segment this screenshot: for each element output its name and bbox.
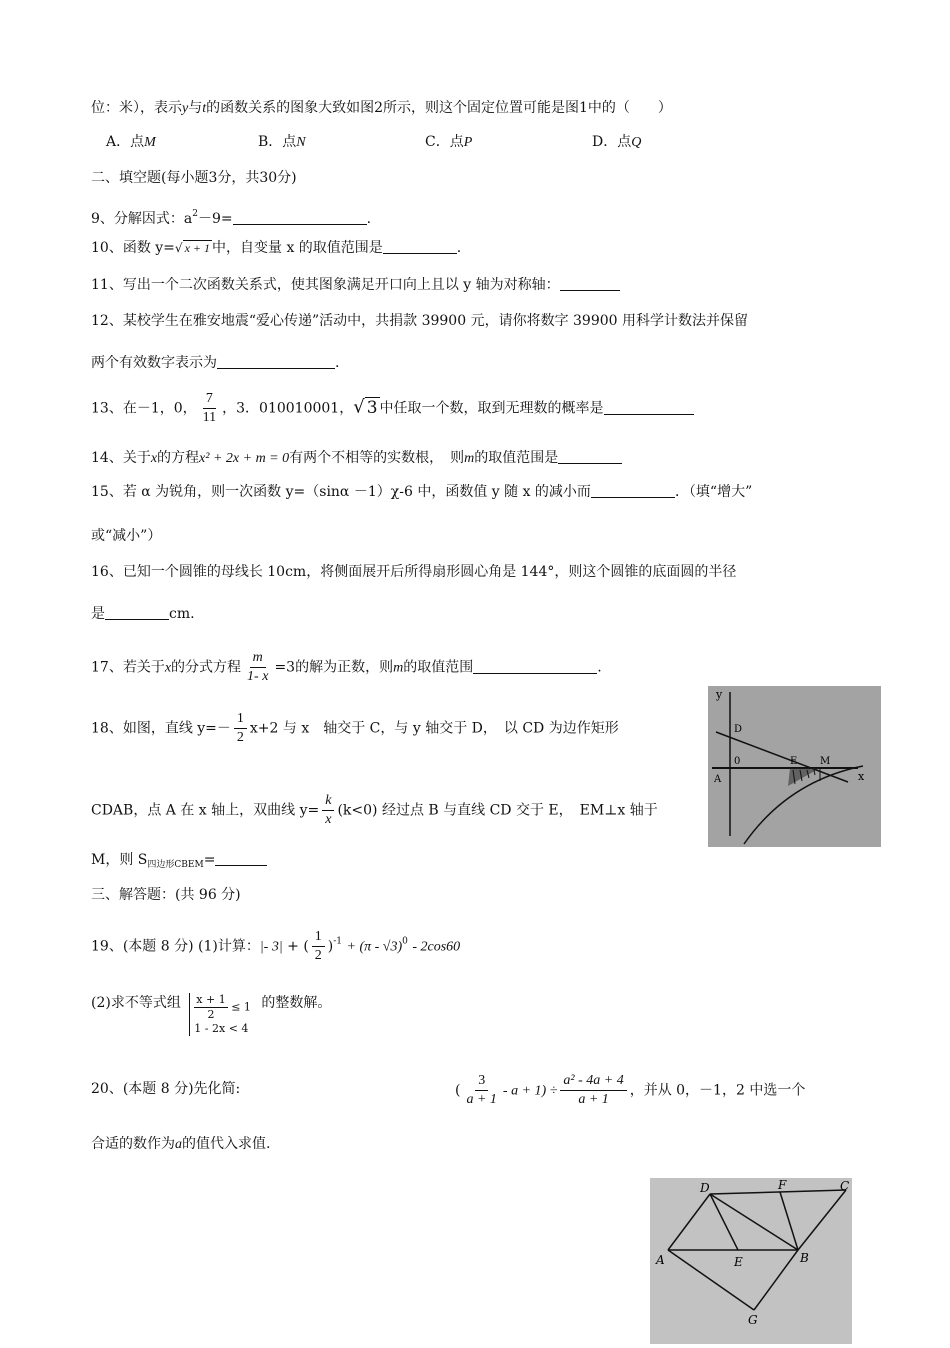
question-19-part1: 19、(本题 8 分) (1)计算：|- 3| + ( $\frac{1}{2}$ )$^{-1}$ + (π - √3)$^0$ - 2cos60 <box>91 929 461 963</box>
var-y: y <box>182 101 189 116</box>
question-14: 14、关于x的方程x² + 2x + m = 0有两个不相等的实数根， 则m的取值范围是 <box>91 448 622 469</box>
inequality-system: $\frac{x + 1}{2}$ ≤ 1 1 - 2x < 4 <box>189 993 251 1036</box>
segment-fb <box>780 1192 798 1250</box>
answer-blank[interactable] <box>215 850 267 866</box>
q8-tail-line: 位：米），表示y与t的函数关系的图象大致如图2所示，则这个固定位置可能是图1中的（ ） <box>91 100 672 116</box>
question-16-line2: 是 cm. <box>91 606 195 622</box>
label-o: 0 <box>734 756 741 767</box>
answer-blank[interactable] <box>591 482 675 498</box>
question-17: 17、若关于x的分式方程 $\frac{m}{1- x}$ =3的解为正数，则m的取值范围 . <box>91 650 602 684</box>
section-3-title: 三、解答题：(共 96 分) <box>91 887 241 903</box>
label-d: D <box>700 1181 710 1195</box>
answer-blank[interactable] <box>560 275 620 291</box>
question-11: 11、写出一个二次函数关系式，使其图象满足开口向上且以 y 轴为对称轴： <box>91 275 620 295</box>
section-2-title: 二、填空题(每小题3分，共30分) <box>91 170 297 186</box>
question-10: 10、函数 y=√ x + 1 中，自变量 x 的取值范围是 . <box>91 240 462 256</box>
answer-blank[interactable] <box>105 604 169 620</box>
label-m: M <box>820 756 831 767</box>
figure-geometry <box>650 1178 852 1344</box>
label-a: A <box>656 1253 665 1267</box>
var-t: t <box>202 101 207 116</box>
answer-blank[interactable] <box>217 353 335 369</box>
answer-blank[interactable] <box>383 238 457 254</box>
option-b: B．点N <box>258 134 306 150</box>
label-a: A <box>714 774 722 785</box>
option-d: D．点Q <box>592 134 642 150</box>
label-x: x <box>858 770 865 783</box>
label-d: D <box>734 724 743 735</box>
segment-cb <box>798 1190 846 1250</box>
question-15-line1: 15、若 α 为锐角，则一次函数 y=（sinα －1）χ-6 中，函数值 y 随 x 的减小而 ．（填“增大” <box>91 484 753 500</box>
label-e: E <box>734 1255 743 1269</box>
graph-svg <box>708 686 881 847</box>
geometry-svg <box>650 1178 852 1344</box>
answer-blank[interactable] <box>233 209 367 225</box>
segment-da <box>668 1194 710 1250</box>
label-f: F <box>778 1178 787 1192</box>
question-15-line2: 或“减小”） <box>91 528 162 544</box>
question-19-part2: (2)求不等式组 $\frac{x + 1}{2}$ ≤ 1 1 - 2x < 4 的整数解。 <box>91 993 332 1035</box>
label-g: G <box>748 1313 758 1327</box>
label-e: E <box>790 756 798 767</box>
option-a: A．点M <box>106 134 156 150</box>
question-16-line1: 16、已知一个圆锥的母线长 10cm，将侧面展开后所得扇形圆心角是 144°，则这个圆锥的底面圆的半径 <box>91 564 737 580</box>
segment-gb <box>754 1250 798 1310</box>
question-18-line1: 18、如图，直线 y=－ $\frac{1}{2}$ x+2 与 x 轴交于 C，与 y 轴交于 D， 以 CD 为边作矩形 <box>91 711 619 745</box>
question-9: 9、分解因式：$a^2-9=$ . <box>91 209 372 227</box>
answer-blank[interactable] <box>558 448 622 464</box>
question-13: 13、在－1，0， $\frac{7}{11}$ ，3．010010001，√ 3 中任取一个数，取到无理数的概率是 <box>91 390 694 427</box>
question-18-line2: CDAB，点 A 在 x 轴上，双曲线 y= $\frac{k}{x}$ (k<0) 经过点 B 与直线 CD 交于 E， EM⊥x 轴于 <box>91 793 658 827</box>
hyperbola-curve <box>744 766 863 844</box>
figure-hyperbola-graph <box>708 686 881 847</box>
answer-blank[interactable] <box>473 658 597 674</box>
answer-blank[interactable] <box>604 399 694 415</box>
label-b: B <box>800 1251 809 1265</box>
question-12-line1: 12、某校学生在雅安地震“爱心传递”活动中，共捐款 39900 元，请你将数字 39900 用科学计数法并保留 <box>91 313 748 329</box>
question-20-expression: ( $\frac{3}{a + 1}$ - a + 1) ÷ $\frac{\text{a² - 4a + 4}}{a + 1}$ ，并从 0，－1，2 中选一个 <box>455 1073 806 1107</box>
question-18-line3: M，则 $S_{四边形CBEM}=$ <box>91 850 267 875</box>
label-y: y <box>716 688 723 701</box>
label-c: C <box>840 1179 850 1193</box>
question-20-line2: 合适的数作为a的值代入求值. <box>91 1136 271 1152</box>
option-c: C．点P <box>425 134 473 150</box>
question-12-line2: 两个有效数字表示为 . <box>91 355 340 371</box>
question-20-line1: 20、(本题 8 分)先化简: <box>91 1081 241 1097</box>
